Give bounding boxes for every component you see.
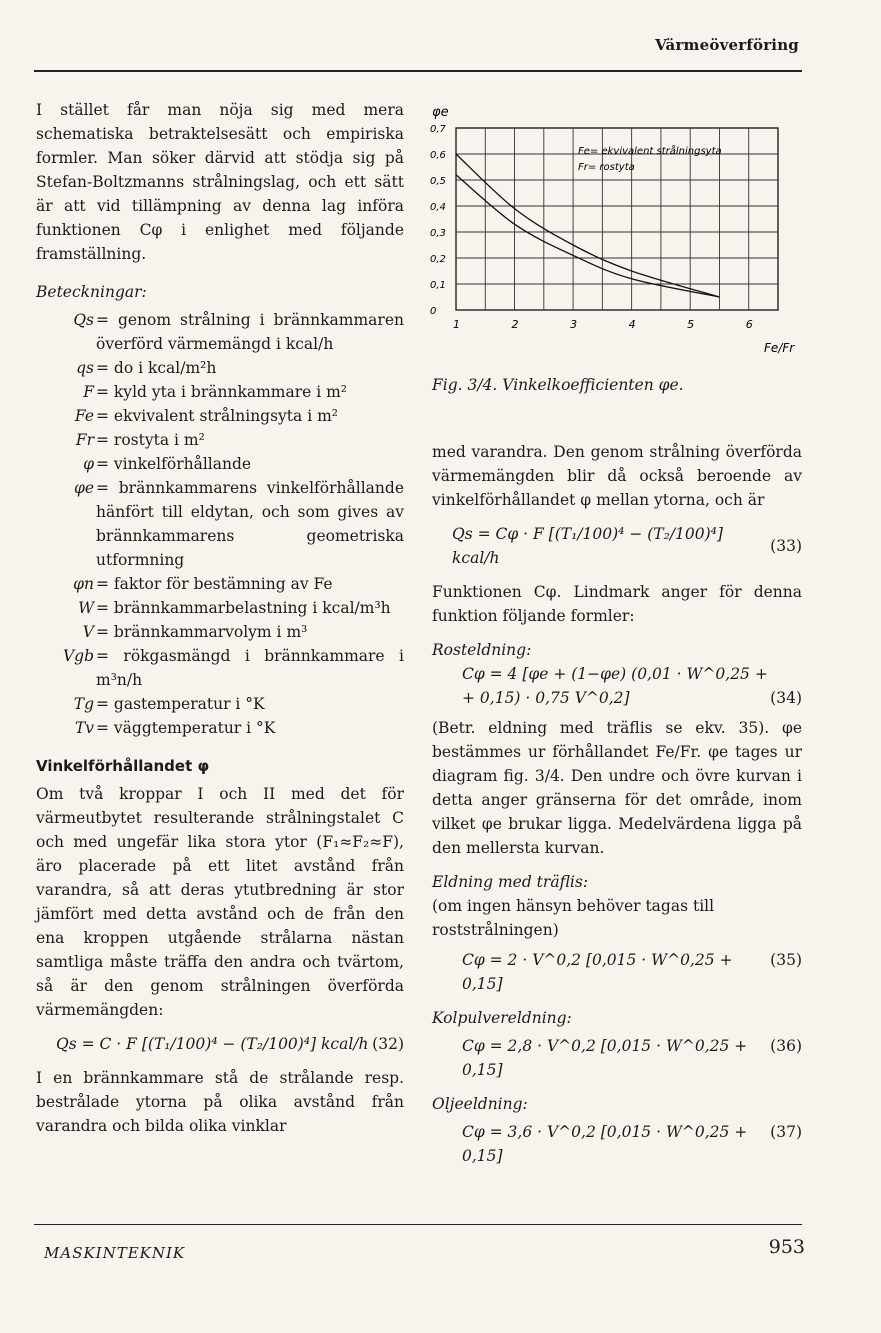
definition-text: = väggtemperatur i °K bbox=[96, 719, 276, 737]
kolpulver-heading: Kolpulvereldning: bbox=[432, 1009, 572, 1027]
definition-symbol: qs bbox=[76, 359, 94, 377]
definition-text: = ekvivalent strålningsyta i m² bbox=[96, 407, 338, 425]
definition-item bbox=[36, 476, 404, 572]
definition-item bbox=[36, 596, 404, 620]
definition-item bbox=[36, 308, 404, 356]
y-tick-label: 0,3 bbox=[430, 228, 446, 239]
equation-36-body: Cφ = 2,8 · V^0,2 [0,015 · W^0,25 + 0,15] bbox=[462, 1037, 748, 1079]
series-line bbox=[456, 175, 719, 297]
y-tick-labels bbox=[430, 124, 447, 317]
y-axis-title: φe bbox=[432, 105, 449, 120]
definition-symbol: Fe bbox=[74, 407, 94, 425]
equation-35-number: (35) bbox=[770, 951, 802, 969]
right-paragraph-2: Funktionen Cφ. Lindmark anger för denna funktion följande formler: bbox=[432, 583, 802, 625]
definition-symbol: V bbox=[82, 623, 94, 641]
figure-chart bbox=[428, 100, 808, 410]
definition-symbol: W bbox=[78, 599, 94, 617]
equation-34-line-2 bbox=[432, 686, 802, 710]
equation-34-line-1 bbox=[432, 662, 802, 686]
equation-35-body: Cφ = 2 · V^0,2 [0,015 · W^0,25 + 0,15] bbox=[462, 951, 733, 993]
y-tick-label: 0,1 bbox=[430, 280, 446, 291]
equation-35 bbox=[432, 948, 802, 996]
definition-text: = rostyta i m² bbox=[96, 431, 205, 449]
olje-heading: Oljeeldning: bbox=[432, 1095, 528, 1113]
x-tick-label: 4 bbox=[628, 318, 636, 331]
definition-item bbox=[36, 356, 404, 380]
figure-caption: Fig. 3/4. Vinkelkoefficienten φe. bbox=[432, 376, 684, 394]
definitions-list bbox=[36, 308, 404, 740]
right-paragraph-3: (Betr. eldning med träflis se ekv. 35). φe bestämmes ur förhållandet Fe/Fr. φe tages ur diagram fig. 3/4. Den undre och övre kurvan i detta anger gränserna för det område, inom vilket φe brukar ligga. Medelvärdena ligga på den mellersta kurvan. bbox=[432, 719, 802, 857]
x-tick-label: 5 bbox=[687, 318, 695, 331]
right-column bbox=[432, 440, 802, 1168]
equation-34-line-2-text: + 0,15) · 0,75 V^0,2] bbox=[462, 689, 630, 707]
definition-symbol: φ bbox=[83, 455, 94, 473]
definition-symbol: F bbox=[83, 383, 94, 401]
right-paragraph-1: med varandra. Den genom strålning överförda värmemängden blir då också beroende av vinkelförhållandet φ mellan ytorna, och är bbox=[432, 443, 802, 509]
definition-item bbox=[36, 572, 404, 596]
equation-37 bbox=[432, 1120, 802, 1168]
y-tick-label: 0,4 bbox=[430, 202, 446, 213]
definition-text: = brännkammarens vinkelförhållande hänfört till eldytan, och som gives av brännkammarens geometriska utformning bbox=[96, 479, 404, 569]
y-tick-label: 0,2 bbox=[430, 254, 446, 265]
definition-item bbox=[36, 692, 404, 716]
definition-symbol: Vgb bbox=[62, 647, 94, 665]
definition-symbol: φn bbox=[73, 575, 94, 593]
x-tick-label: 2 bbox=[511, 318, 519, 331]
flis-heading: Eldning med träflis: bbox=[432, 873, 589, 891]
section-paragraph: Om två kroppar I och II med det för värmeutbytet resulterande strålningstalet C och med ungefär lika stora ytor (F₁≈F₂≈F), äro placerade på ett litet avstånd från varandra, så att deras ytutbredning är stor jämfört med detta avstånd och de från den ena kroppen utgående strålarna nästan samtliga måste träffa den andra och tvärtom, så är den genom strålningen överförda värmemängden: bbox=[36, 785, 404, 1019]
definition-text: = brännkammarvolym i m³ bbox=[96, 623, 308, 641]
intro-paragraph: I stället får man nöja sig med mera schematiska betraktelsesätt och empiriska formler. Man söker därvid att stödja sig på Stefan-Boltzmanns strålningslag, och ett sätt är att vid tillämpning av denna lag införa funktionen Cφ i enlighet med följande framställning. bbox=[36, 101, 404, 263]
journal-name: MASKINTEKNIK bbox=[44, 1244, 186, 1262]
definition-symbol: Tv bbox=[74, 719, 94, 737]
chart-svg bbox=[428, 100, 808, 360]
definition-item bbox=[36, 428, 404, 452]
flis-note: (om ingen hänsyn behöver tagas till roststrålningen) bbox=[432, 897, 715, 939]
definition-item bbox=[36, 452, 404, 476]
definition-text: = kyld yta i brännkammare i m² bbox=[96, 383, 348, 401]
equation-37-number: (37) bbox=[770, 1123, 802, 1141]
equation-36 bbox=[432, 1034, 802, 1082]
definition-symbol: Tg bbox=[73, 695, 94, 713]
equation-33-number: (33) bbox=[770, 537, 802, 555]
header-rule bbox=[34, 70, 802, 72]
equation-37-body: Cφ = 3,6 · V^0,2 [0,015 · W^0,25 + 0,15] bbox=[462, 1123, 748, 1165]
x-tick-label: 6 bbox=[745, 318, 753, 331]
x-tick-label: 1 bbox=[453, 318, 460, 331]
definition-symbol: Fr bbox=[75, 431, 94, 449]
equation-36-number: (36) bbox=[770, 1037, 802, 1055]
equation-33-body: Qs = Cφ · F [(T₁/100)⁴ − (T₂/100)⁴] kcal/h bbox=[452, 525, 723, 567]
y-tick-label: 0 bbox=[430, 306, 437, 317]
rost-heading: Rosteldning: bbox=[432, 641, 532, 659]
equation-33 bbox=[432, 522, 802, 570]
y-tick-label: 0,6 bbox=[430, 150, 446, 161]
y-tick-label: 0,5 bbox=[430, 176, 446, 187]
definition-item bbox=[36, 716, 404, 740]
definitions-heading: Beteckningar: bbox=[36, 283, 147, 301]
definition-text: = genom strålning i brännkammaren överförd värmemängd i kcal/h bbox=[96, 311, 404, 353]
definition-text: = faktor för bestämning av Fe bbox=[96, 575, 333, 593]
equation-34-line-1-text: Cφ = 4 [φe + (1−φe) (0,01 · W^0,25 + bbox=[462, 665, 768, 683]
definition-symbol: φe bbox=[73, 479, 94, 497]
legend-line-1: Fe= ekvivalent strålningsyta bbox=[578, 146, 722, 157]
equation-32-number: (32) bbox=[372, 1035, 404, 1053]
definition-item bbox=[36, 620, 404, 644]
equation-32 bbox=[36, 1032, 404, 1056]
equation-32-body: Qs = C · F [(T₁/100)⁴ − (T₂/100)⁴] kcal/h bbox=[56, 1035, 369, 1053]
footer-rule bbox=[34, 1224, 802, 1225]
x-tick-labels bbox=[453, 318, 753, 331]
series-line bbox=[456, 154, 719, 297]
after-paragraph: I en brännkammare stå de strålande resp. bestrålade ytorna på olika avstånd från varandra och bilda olika vinklar bbox=[36, 1069, 404, 1135]
x-axis-title: Fe/Fr bbox=[764, 341, 795, 355]
running-header: Värmeöverföring bbox=[655, 36, 799, 54]
definition-symbol: Qs bbox=[73, 311, 94, 329]
definition-text: = brännkammarbelastning i kcal/m³h bbox=[96, 599, 391, 617]
chart-series bbox=[456, 154, 719, 297]
definition-text: = gastemperatur i °K bbox=[96, 695, 265, 713]
definition-item bbox=[36, 404, 404, 428]
definition-text: = vinkelförhållande bbox=[96, 455, 252, 473]
definition-item bbox=[36, 380, 404, 404]
equation-34-number: (34) bbox=[770, 689, 802, 707]
x-tick-label: 3 bbox=[570, 318, 578, 331]
definition-text: = do i kcal/m²h bbox=[96, 359, 217, 377]
left-column bbox=[36, 98, 404, 1138]
y-tick-label: 0,7 bbox=[430, 124, 446, 135]
definition-item bbox=[36, 644, 404, 692]
page-number: 953 bbox=[768, 1236, 805, 1258]
section-heading: Vinkelförhållandet φ bbox=[36, 757, 210, 775]
legend-line-2: Fr= rostyta bbox=[578, 162, 635, 173]
definition-text: = rökgasmängd i brännkammare i m³n/h bbox=[96, 647, 404, 689]
